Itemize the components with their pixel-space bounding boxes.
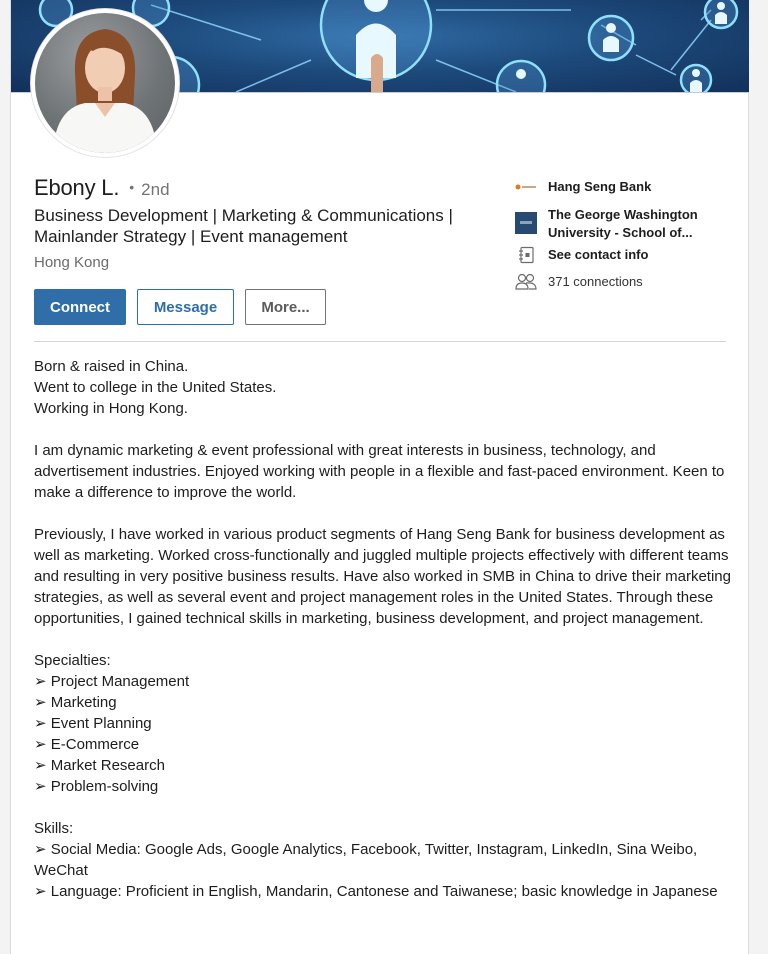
company-name: Hang Seng Bank [548, 179, 652, 194]
specialty-item: ➢ Project Management [34, 673, 190, 690]
specialty-item: ➢ Problem-solving [34, 778, 159, 795]
summary-intro-line: Went to college in the United States. [34, 379, 277, 396]
company-logo-icon [514, 178, 538, 196]
degree-separator: • [129, 179, 135, 195]
about-summary [34, 356, 734, 902]
more-button[interactable]: More... [245, 289, 326, 325]
connections-icon [514, 273, 538, 291]
address-book-icon [514, 246, 538, 264]
specialty-item: ➢ Marketing [34, 694, 117, 711]
connect-button[interactable]: Connect [34, 289, 126, 325]
connection-degree: 2nd [141, 180, 170, 199]
school-logo-icon [514, 206, 538, 234]
skill-item: ➢ Language: Proficient in English, Mandarin, Cantonese and Taiwanese; basic knowledge in Japanese [34, 883, 718, 900]
profile-location: Hong Kong [34, 254, 110, 271]
message-button[interactable]: Message [137, 289, 234, 325]
current-company-link[interactable] [514, 178, 651, 196]
specialty-item: ➢ E-Commerce [34, 736, 140, 753]
summary-paragraph: Previously, I have worked in various product segments of Hang Seng Bank for business development as well as marketing. Worked cross-functionally and juggled multiple projects effectively with different teams and resulting in very positive business results. Have also worked in SMB in China to drive their marketing strategies, as well as several event and project management roles in the United States. Through these opportunities, I gained technical skills in marketing, business development, and project management. [34, 526, 731, 627]
summary-paragraph: I am dynamic marketing & event professional with great interests in business, technology, and advertisement industries. Enjoyed working with people in a flexible and fast-paced environment. Keen to make a difference to improve the world. [34, 442, 725, 501]
contact-info-link[interactable] [514, 246, 648, 264]
profile-headline: Business Development | Marketing & Communications | Mainlander Strategy | Event management [34, 206, 453, 246]
connections-count: 371 connections [548, 274, 643, 289]
education-link[interactable] [514, 206, 698, 242]
summary-intro-line: Working in Hong Kong. [34, 400, 188, 417]
school-name-line2: University - School of... [548, 225, 693, 240]
profile-card [10, 0, 749, 954]
contact-info-label: See contact info [548, 247, 649, 262]
name-row [34, 175, 170, 201]
profile-name: Ebony L. [34, 175, 120, 200]
section-divider [34, 341, 726, 342]
specialty-item: ➢ Market Research [34, 757, 165, 774]
skill-item: ➢ Social Media: Google Ads, Google Analytics, Facebook, Twitter, Instagram, LinkedIn, Sina Weibo, WeChat [34, 841, 698, 879]
specialty-item: ➢ Event Planning [34, 715, 152, 732]
skills-heading: Skills: [34, 820, 74, 837]
summary-intro-line: Born & raised in China. [34, 358, 189, 375]
school-name-line1: The George Washington [548, 207, 698, 222]
profile-photo[interactable] [31, 9, 179, 157]
specialties-heading: Specialties: [34, 652, 111, 669]
school-name [548, 206, 698, 242]
connections-link[interactable] [514, 273, 643, 291]
